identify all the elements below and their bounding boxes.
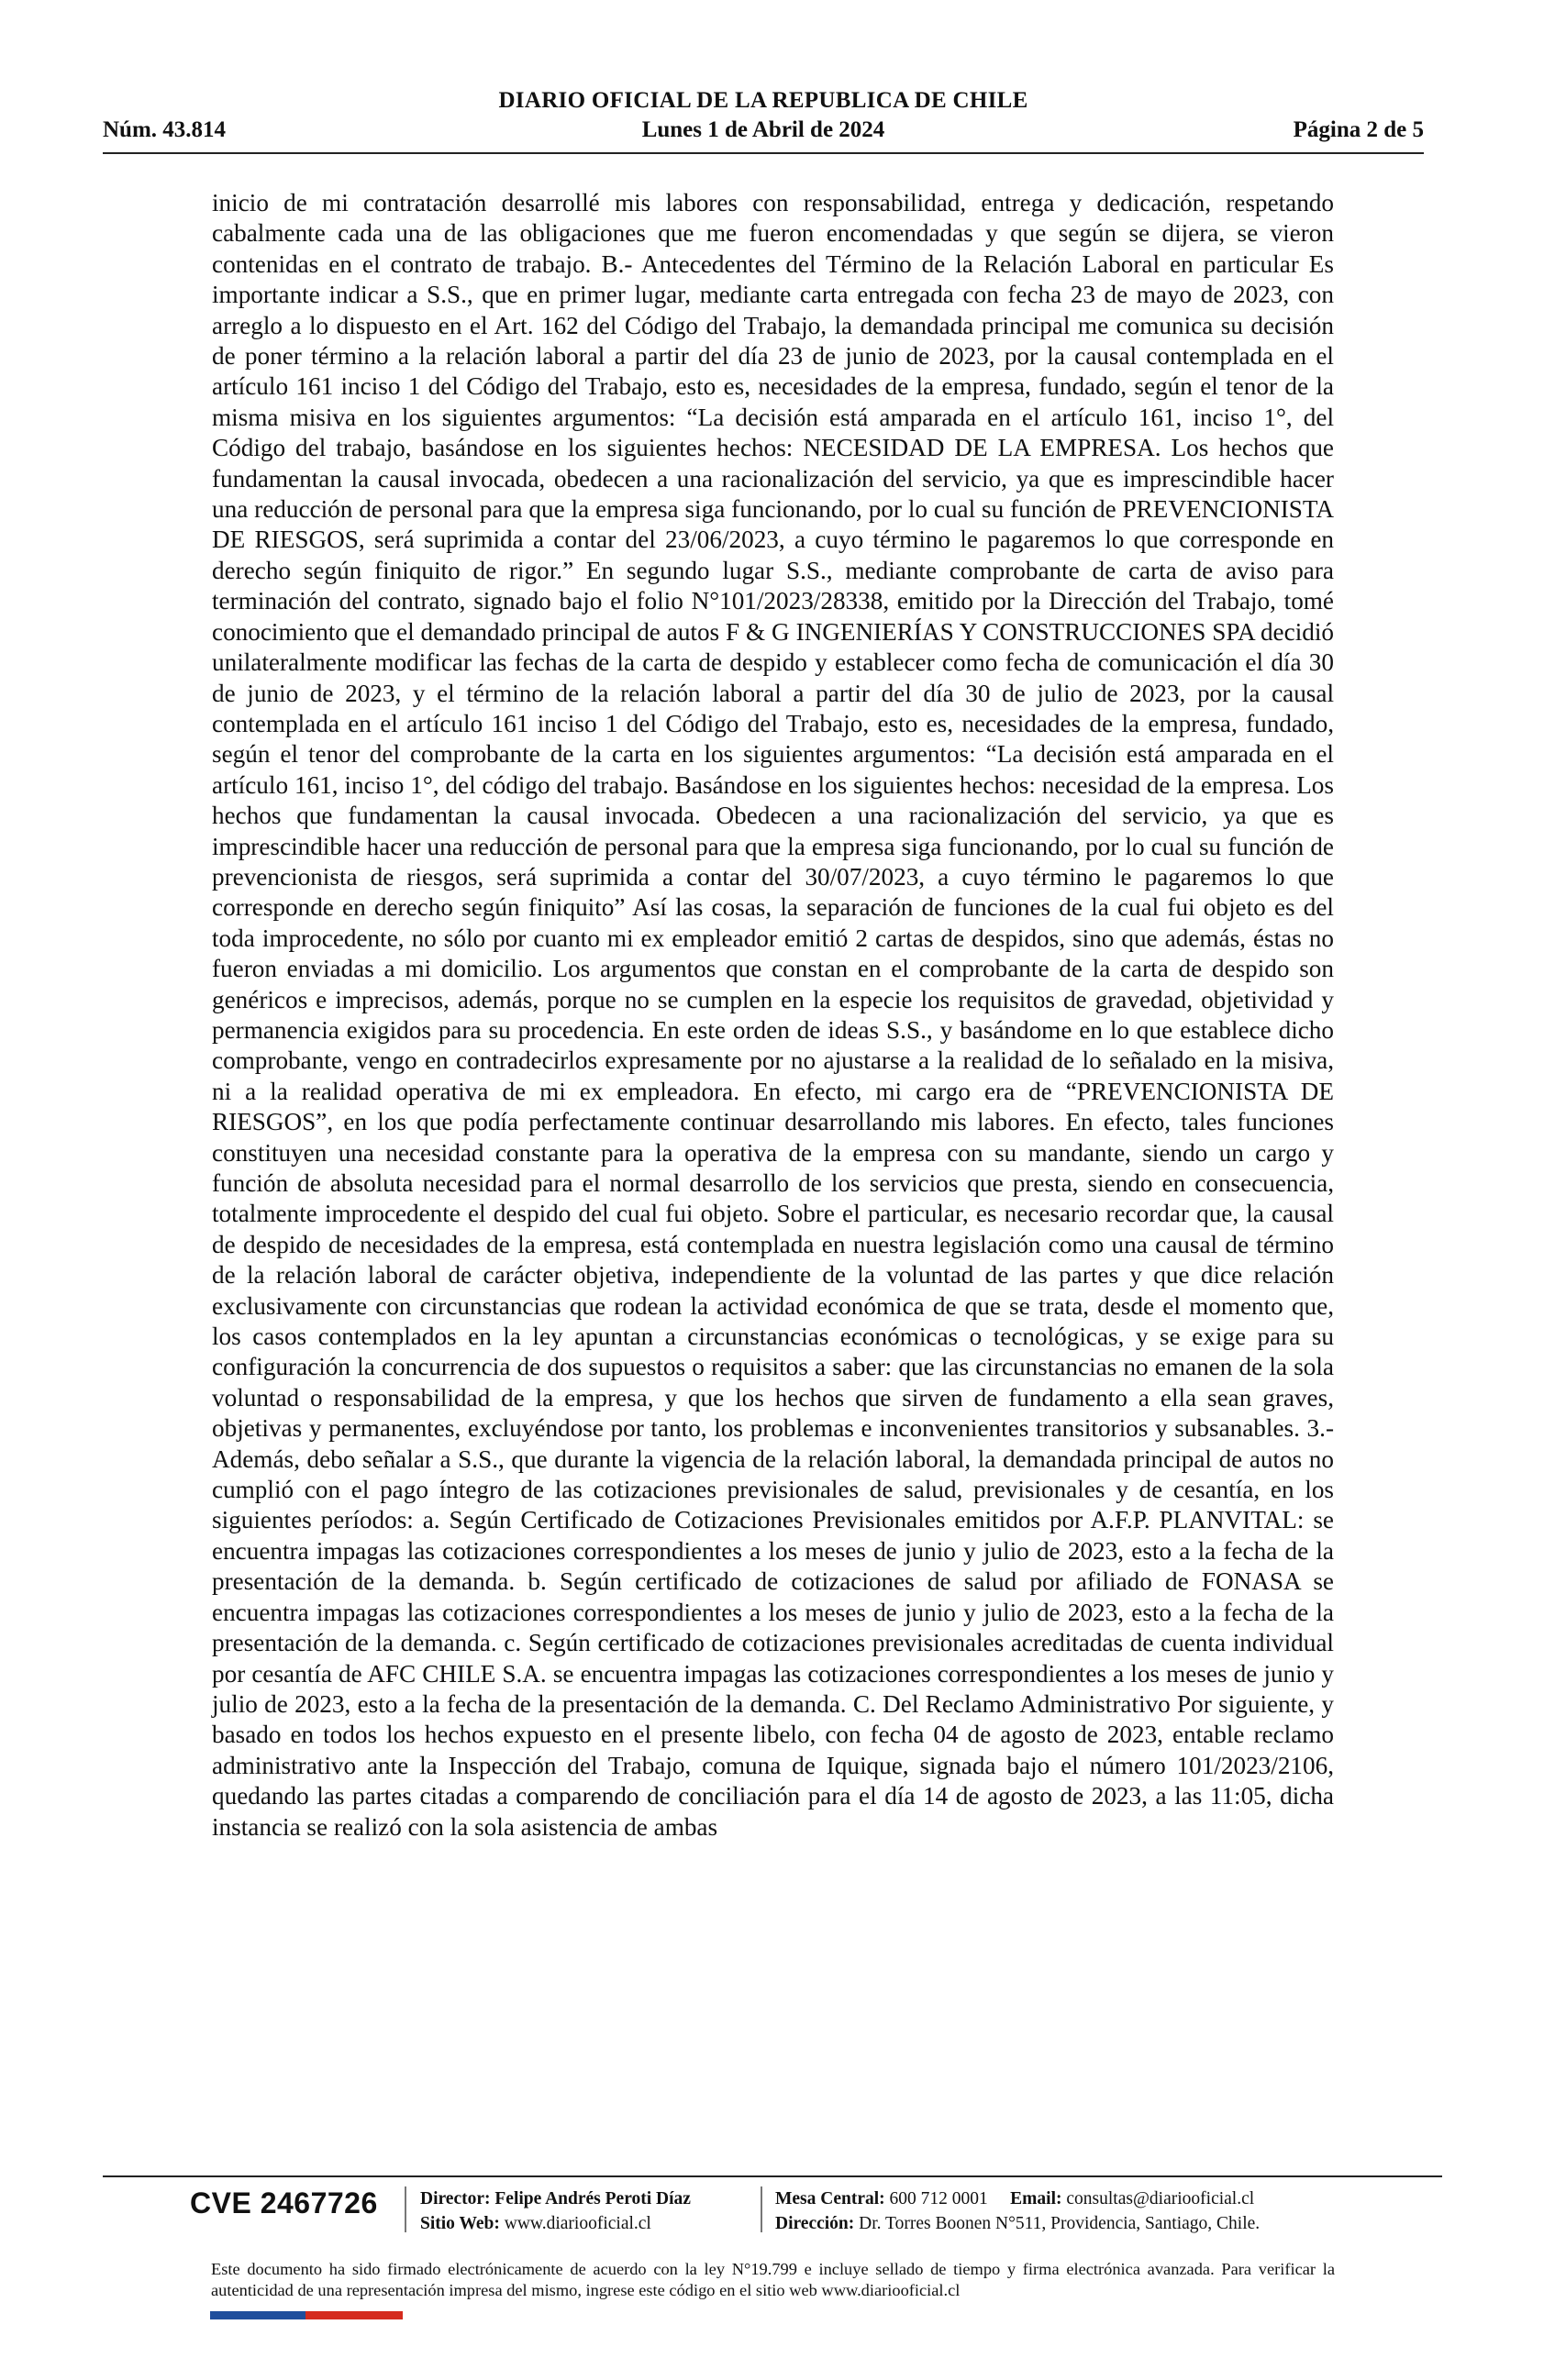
phone-number: 600 712 0001 [889,2189,988,2208]
website-link[interactable]: www.diariooficial.cl [504,2214,651,2233]
header-divider [103,152,1424,154]
email-label: Email: [1010,2189,1062,2208]
issue-number: Núm. 43.814 [103,117,227,142]
issue-date: Lunes 1 de Abril de 2024 [641,117,885,142]
director-label: Director: [420,2189,491,2208]
director-info [420,2186,691,2236]
page-header [103,88,1424,161]
address-label: Dirección: [775,2214,855,2233]
contact-info [775,2186,1260,2236]
phone-label: Mesa Central: [775,2189,885,2208]
footer-separator [405,2186,406,2232]
page-number: Página 2 de 5 [1293,117,1424,142]
address-text: Dr. Torres Boonen N°511, Providencia, Santiago, Chile. [859,2214,1261,2233]
director-name: Felipe Andrés Peroti Díaz [494,2189,691,2208]
body-paragraph: inicio de mi contratación desarrollé mis labores con responsabilidad, entrega y dedicación, respetando cabalmente cada una de las obligaciones que me fueron encomendadas y que según se dijera, se vieron contenidas en el contrato de trabajo. B.- Antecedentes del Término de la Relación Laboral en particular Es importante indicar a S.S., que en primer lugar, mediante carta entregada con fecha 23 de mayo de 2023, con arreglo a lo dispuesto en el Art. 162 del Código del Trabajo, la demandada principal me comunica su decisión de poner término a la relación laboral a partir del día 23 de junio de 2023, por la causal contemplada en el artículo 161 inciso 1 del Código del Trabajo, esto es, necesidades de la empresa, fundado, según el tenor de la misma misiva en los siguientes argumentos: “La decisión está amparada en el artículo 161, inciso 1°, del Código del trabajo, basándose en los siguientes hechos: NECESIDAD DE LA EMPRESA. Los hechos que fundamentan la causal invocada, obedecen a una racionalización del servicio, ya que es imprescindible hacer una reducción de personal para que la empresa siga funcionando, por lo cual su función de PREVENCIONISTA DE RIESGOS, será suprimida a contar del 23/06/2023, a cuyo término le pagaremos lo que corresponde en derecho según finiquito de rigor.” En segundo lugar S.S., mediante comprobante de carta de aviso para terminación del contrato, signado bajo el folio N°101/2023/28338, emitido por la Dirección del Trabajo, tomé conocimiento que el demandado principal de autos F & G INGENIERÍAS Y CONSTRUCCIONES SPA decidió unilateralmente modificar las fechas de la carta de despido y establecer como fecha de comunicación el día 30 de junio de 2023, y el término de la relación laboral a partir del día 30 de julio de 2023, por la causal contemplada en el artículo 161 inciso 1 del Código del Trabajo, esto es, necesidades de la empresa, fundado, según el tenor del comprobante de la carta en los siguientes argumentos: “La decisión está amparada en el artículo 161, inciso 1°, del código del trabajo. Basándose en los siguientes hechos: necesidad de la empresa. Los hechos que fundamentan la causal invocada. Obedecen a una racionalización del servicio, ya que es imprescindible hacer una reducción de personal para que la empresa siga funcionando, por lo cual su función de prevencionista de riesgos, será suprimida a contar del 30/07/2023, a cuyo término le pagaremos lo que corresponde en derecho según finiquito” Así las cosas, la separación de funciones de la cual fui objeto es del toda improcedente, no sólo por cuanto mi ex empleador emitió 2 cartas de despidos, sino que además, éstas no fueron enviadas a mi domicilio. Los argumentos que constan en el comprobante de la carta de despido son genéricos e imprecisos, además, porque no se cumplen en la especie los requisitos de gravedad, objetividad y permanencia exigidos para su procedencia. En este orden de ideas S.S., y basándome en lo que establece dicho comprobante, vengo en contradecirlos expresamente por no ajustarse a la realidad de lo señalado en la misiva, ni a la realidad operativa de mi ex empleadora. En efecto, mi cargo era de “PREVENCIONISTA DE RIESGOS”, en los que podía perfectamente continuar desarrollando mis labores. En efecto, tales funciones constituyen una necesidad constante para la operativa de la empresa con su mandante, siendo un cargo y función de absoluta necesidad para el normal desarrollo de los servicios que presta, siendo en consecuencia, totalmente improcedente el despido del cual fui objeto. Sobre el particular, es necesario recordar que, la causal de despido de necesidades de la empresa, está contemplada en nuestra legislación como una causal de término de la relación laboral de carácter objetiva, independiente de la voluntad de las partes y que dice relación exclusivamente con circunstancias que rodean la actividad económica de que se trata, desde el momento que, los casos contemplados en la ley apuntan a circunstancias económicas o tecnológicas, y se exige para su configuración la concurrencia de dos supuestos o requisitos a saber: que las circunstancias no emanen de la sola voluntad o responsabilidad de la empresa, y que los hechos que sirven de fundamento a ella sean graves, objetivas y permanentes, excluyéndose por tanto, los problemas e inconvenientes transitorios y subsanables. 3.- Además, debo señalar a S.S., que durante la vigencia de la relación laboral, la demandada principal de autos no cumplió con el pago íntegro de las cotizaciones previsionales de salud, previsionales y de cesantía, en los siguientes períodos: a. Según Certificado de Cotizaciones Previsionales emitidos por A.F.P. PLANVITAL: se encuentra impagas las cotizaciones correspondientes a los meses de junio y julio de 2023, esto a la fecha de la presentación de la demanda. b. Según certificado de cotizaciones de salud por afiliado de FONASA se encuentra impagas las cotizaciones correspondientes a los meses de junio y julio de 2023, esto a la fecha de la presentación de la demanda. c. Según certificado de cotizaciones previsionales acreditadas de cuenta individual por cesantía de AFC CHILE S.A. se encuentra impagas las cotizaciones correspondientes a los meses de junio y julio de 2023, esto a la fecha de la presentación de la demanda. C. Del Reclamo Administrativo Por siguiente, y basado en todos los hechos expuesto en el presente libelo, con fecha 04 de agosto de 2023, entable reclamo administrativo ante la Inspección del Trabajo, comuna de Iquique, signada bajo el número 101/2023/2106, quedando las partes citadas a comparendo de conciliación para el día 14 de agosto de 2023, a las 11:05, dicha instancia se realizó con la sola asistencia de ambas [212,189,1334,1841]
email-link[interactable]: consultas@diariooficial.cl [1066,2189,1255,2208]
website-label: Sitio Web: [420,2214,500,2233]
flag-stripe-blue [210,2311,305,2319]
cve-code: CVE 2467726 [190,2186,378,2219]
signature-notice: Este documento ha sido firmado electrónicamente de acuerdo con la ley N°19.799 e incluye sellado de tiempo y firma electrónica avanzada. Para verificar la autenticidad de una representación impresa del mismo, ingrese este código en el sitio web www.diariooficial.cl [211,2260,1335,2299]
footer-separator [761,2186,762,2232]
flag-stripe-red [305,2311,403,2319]
publication-title: DIARIO OFICIAL DE LA REPUBLICA DE CHILE [498,88,1028,113]
footer-divider [103,2175,1442,2177]
